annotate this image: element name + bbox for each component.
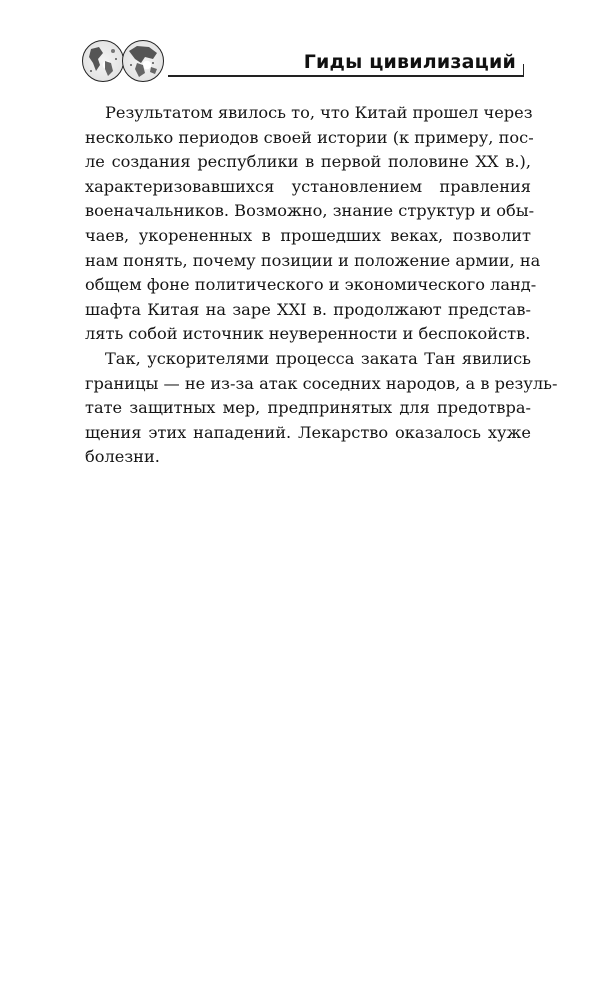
text-line: ле создания республики в первой половине XX в.), <box>85 152 531 172</box>
header-rule-tick <box>523 64 525 76</box>
globe-west-icon <box>82 40 124 82</box>
twin-globes-icon <box>82 38 166 84</box>
running-header <box>82 38 530 84</box>
text-line: общем фоне политического и экономического ланд- <box>85 275 537 295</box>
text-line: щения этих нападений. Лекарство оказалось хуже <box>85 422 531 442</box>
text-line: нам понять, почему позиции и положение армии, на <box>85 250 541 270</box>
text-line: чаев, укорененных в прошедших веках, позволит <box>85 225 531 245</box>
text-line: болезни. <box>85 447 160 467</box>
paragraph <box>85 101 541 347</box>
text-line: границы — не из-за атак соседних народов, а в резуль- <box>85 373 558 393</box>
header-rule <box>168 75 524 77</box>
book-series-title: Гиды цивилизаций <box>303 51 516 73</box>
paragraph <box>85 347 558 470</box>
text-line: характеризовавшихся установлением правления <box>85 176 531 196</box>
text-line: Так, ускорителями процесса заката Тан явились <box>105 348 531 368</box>
text-line: Результатом явилось то, что Китай прошел через <box>105 103 533 122</box>
page-body <box>85 101 558 470</box>
text-line: несколько периодов своей истории (к примеру, пос- <box>85 127 534 147</box>
text-line: лять собой источник неуверенности и беспокойств. <box>85 324 531 344</box>
globe-east-icon <box>122 40 164 82</box>
text-line: военачальников. Возможно, знание структур и обы- <box>85 201 535 221</box>
text-line: шафта Китая на заре XXI в. продолжают представ- <box>85 299 531 319</box>
text-line: тате защитных мер, предпринятых для предотвра- <box>85 398 531 418</box>
